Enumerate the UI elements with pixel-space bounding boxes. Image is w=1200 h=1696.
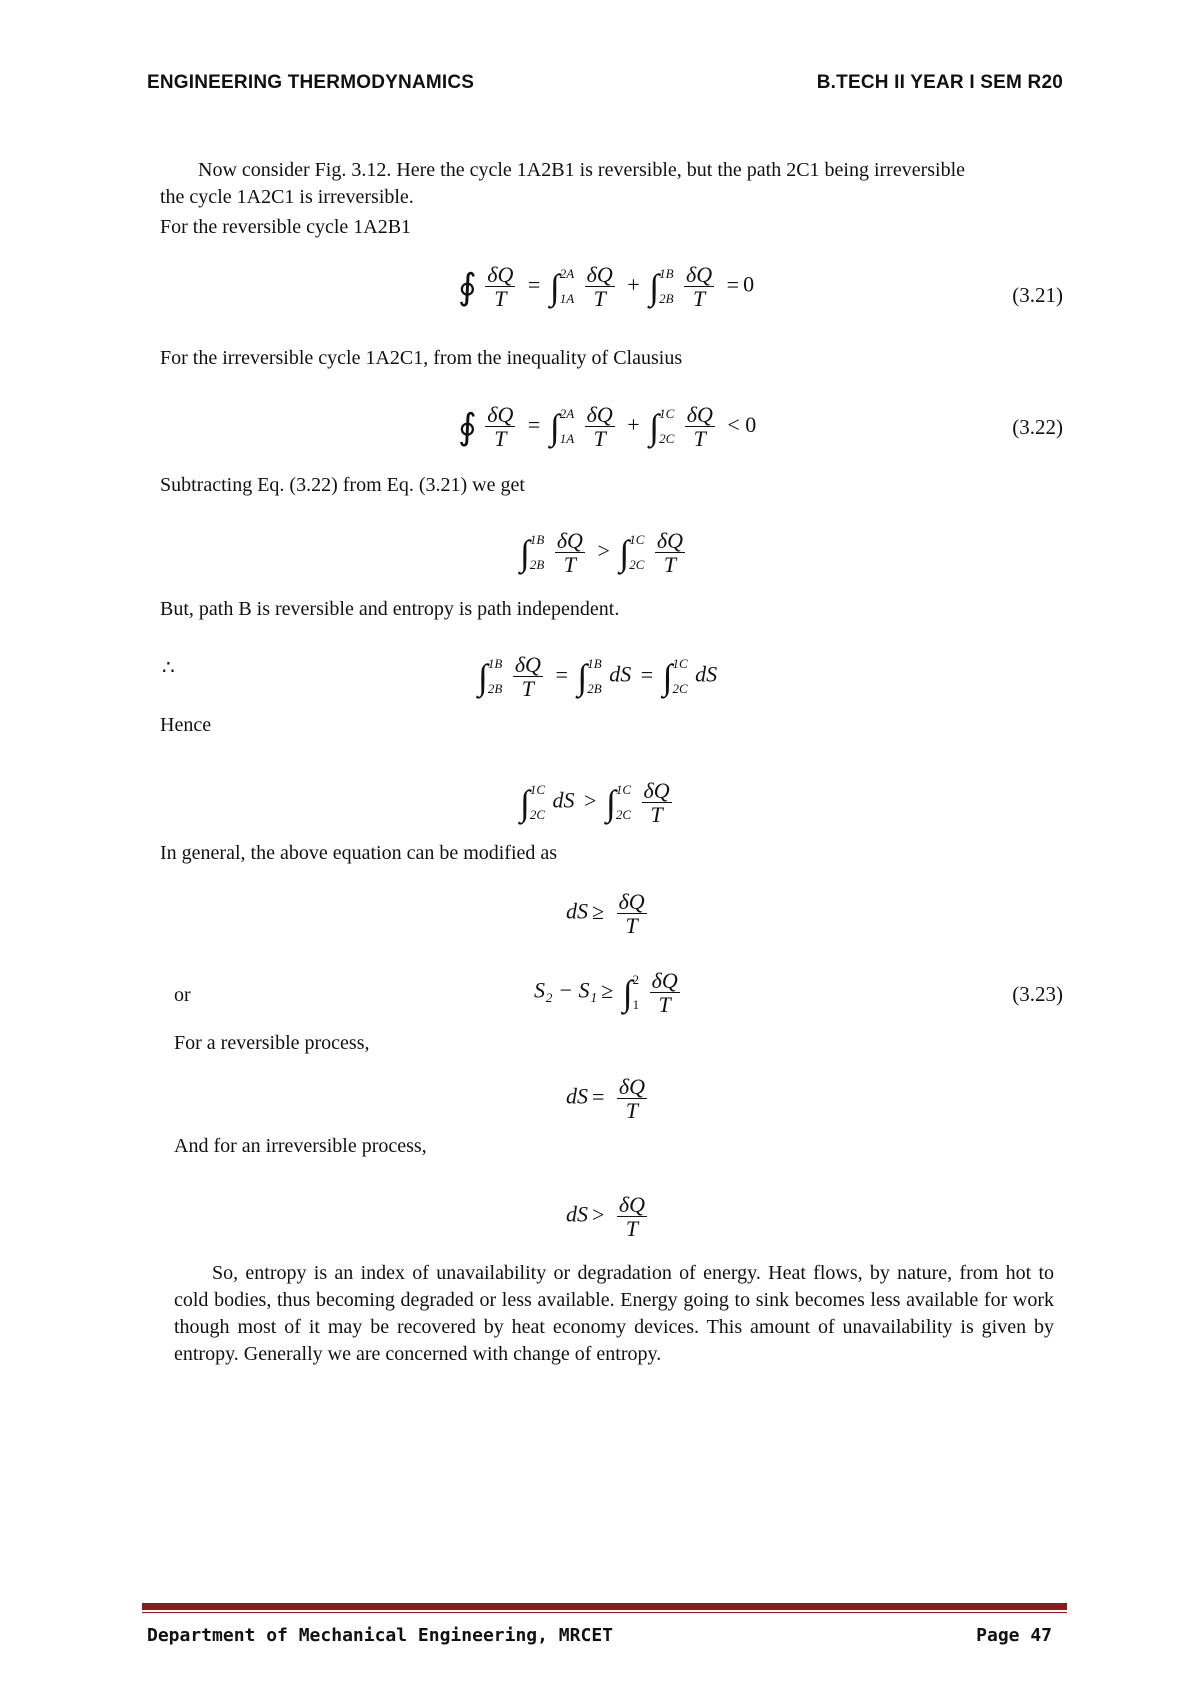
equation-3-21: ∮ $\frac{\delta Q}{T}$ = ∫ 2A 1A $\frac{\delta Q}{T}$ + ∫ 1B 2B $\frac{\delta Q}{T}$ = 0 xyxy=(458,262,755,312)
header-course: B.TECH II YEAR I SEM R20 xyxy=(816,72,1063,93)
equation-irreversible: dS > $\frac{\delta Q}{T}$ xyxy=(566,1192,646,1242)
equation-3-22: ∮ $\frac{\delta Q}{T}$ = ∫ 2A 1A $\frac{\delta Q}{T}$ + ∫ 1C 2C $\frac{\delta Q}{T}$ < 0 xyxy=(458,402,757,452)
equation-number: (3.22) xyxy=(1012,415,1063,439)
footer-rule xyxy=(142,1603,1067,1610)
equation-general: dS ≥ $\frac{\delta Q}{T}$ xyxy=(566,889,645,939)
page-number: Page 47 xyxy=(976,1625,1052,1646)
paragraph-line: For the irreversible cycle 1A2C1, from the inequality of Clausius xyxy=(160,347,683,369)
header-title: ENGINEERING THERMODYNAMICS xyxy=(147,72,475,93)
equation-hence: ∫ 1C 2C dS > ∫ 1C 2C $\frac{\delta Q}{T}$ xyxy=(520,778,670,828)
therefore-symbol: ∴ xyxy=(162,657,175,679)
closing-paragraph: So, entropy is an index of unavailability or degradation of energy. Heat flows, by nature, from hot to cold bodies, thus becoming degraded or less available. Energy going to sink becomes less available for work though most of it may be recovered by heat economy devices. This amount of unavailability is given by entropy. Generally we are concerned with change of entropy. xyxy=(174,1262,1054,1365)
equation-number: (3.23) xyxy=(1012,982,1063,1006)
paragraph-line: Now consider Fig. 3.12. Here the cycle 1A2B1 is reversible, but the path 2C1 being irreversible xyxy=(198,159,966,181)
paragraph-line: Hence xyxy=(160,714,212,736)
equation-path-independent: ∫ 1B 2B $\frac{\delta Q}{T}$ = ∫ 1B 2B dS = ∫ 1C 2C dS xyxy=(478,652,718,702)
paragraph-line: And for an irreversible process, xyxy=(174,1135,427,1157)
footer-department: Department of Mechanical Engineering, MRCET xyxy=(147,1625,613,1646)
equation-reversible: dS = $\frac{\delta Q}{T}$ xyxy=(566,1074,646,1124)
equation-3-23: S₂ − S₁ ≥ ∫ 2 1 $\frac{\delta Q}{T}$ xyxy=(534,968,678,1018)
paragraph-line: Subtracting Eq. (3.22) from Eq. (3.21) we get xyxy=(160,474,525,496)
paragraph-line: In general, the above equation can be modified as xyxy=(160,842,558,864)
equation-inequality: ∫ 1B 2B $\frac{\delta Q}{T}$ > ∫ 1C 2C $\frac{\delta Q}{T}$ xyxy=(520,528,684,578)
footer-rule-thin xyxy=(142,1612,1067,1613)
paragraph-line: For a reversible process, xyxy=(174,1032,370,1054)
paragraph-line: the cycle 1A2C1 is irreversible. xyxy=(160,186,414,208)
paragraph-line: For the reversible cycle 1A2B1 xyxy=(160,216,412,238)
paragraph-line: or xyxy=(174,984,191,1006)
equation-number: (3.21) xyxy=(1012,283,1063,307)
paragraph-line: But, path B is reversible and entropy is path independent. xyxy=(160,598,620,620)
